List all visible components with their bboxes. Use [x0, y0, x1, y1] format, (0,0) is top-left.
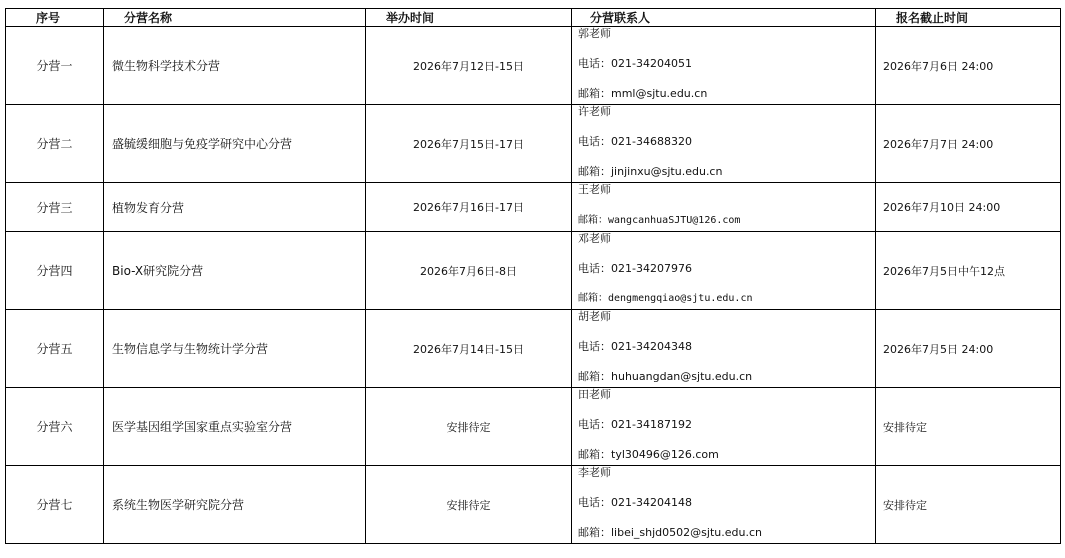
- contact-phone: 电话：021-34204051: [578, 57, 692, 70]
- table-row: [6, 183, 1061, 232]
- camp-deadline: 2026年7月7日 24:00: [876, 105, 1061, 183]
- table-row: [6, 466, 1061, 544]
- contact-phone: 电话：021-34187192: [578, 418, 692, 431]
- camp-time: 2026年7月12日-15日: [366, 27, 572, 105]
- camp-time: 2026年7月14日-15日: [366, 310, 572, 388]
- camp-time: 安排待定: [366, 388, 572, 466]
- table-header-row: [6, 9, 1061, 27]
- camp-no: 分营七: [6, 466, 104, 544]
- contact-email[interactable]: 邮箱：mml@sjtu.edu.cn: [578, 87, 708, 100]
- camp-time: 安排待定: [366, 466, 572, 544]
- table-row: [6, 232, 1061, 310]
- header-contact: 分营联系人: [572, 9, 876, 27]
- contact-phone: 电话：021-34688320: [578, 135, 692, 148]
- contact-name: 许老师: [578, 105, 611, 118]
- contact-name: 王老师: [578, 183, 611, 196]
- table-row: [6, 105, 1061, 183]
- camp-name: 植物发育分营: [104, 183, 366, 232]
- contact-email[interactable]: 邮箱：libei_shjd0502@sjtu.edu.cn: [578, 526, 762, 539]
- camp-no: 分营一: [6, 27, 104, 105]
- camp-contact: [572, 310, 876, 388]
- camp-no: 分营三: [6, 183, 104, 232]
- contact-name: 郭老师: [578, 27, 611, 40]
- camp-no: 分营六: [6, 388, 104, 466]
- contact-phone: 电话：021-34204348: [578, 340, 692, 353]
- contact-name: 田老师: [578, 388, 611, 401]
- contact-phone: 电话：021-34207976: [578, 262, 692, 275]
- contact-email[interactable]: 邮箱：jinjinxu@sjtu.edu.cn: [578, 165, 723, 178]
- camp-contact: [572, 105, 876, 183]
- contact-email[interactable]: 邮箱：wangcanhuaSJTU@126.com: [578, 215, 741, 226]
- camp-name: 盛毓缓细胞与免疫学研究中心分营: [104, 105, 366, 183]
- camp-deadline: 安排待定: [876, 388, 1061, 466]
- camp-name: 医学基因组学国家重点实验室分营: [104, 388, 366, 466]
- camp-contact: [572, 27, 876, 105]
- camp-no: 分营五: [6, 310, 104, 388]
- contact-name: 邓老师: [578, 232, 611, 245]
- camp-no: 分营二: [6, 105, 104, 183]
- camp-no: 分营四: [6, 232, 104, 310]
- camp-time: 2026年7月16日-17日: [366, 183, 572, 232]
- camp-time: 2026年7月6日-8日: [366, 232, 572, 310]
- camp-deadline: 2026年7月5日 24:00: [876, 310, 1061, 388]
- camp-contact: [572, 388, 876, 466]
- camp-name: Bio-X研究院分营: [104, 232, 366, 310]
- camp-deadline: 2026年7月10日 24:00: [876, 183, 1061, 232]
- camp-table: [5, 8, 1061, 544]
- camp-contact: [572, 466, 876, 544]
- table-row: [6, 27, 1061, 105]
- contact-name: 胡老师: [578, 310, 611, 323]
- camp-name: 系统生物医学研究院分营: [104, 466, 366, 544]
- contact-email[interactable]: 邮箱：huhuangdan@sjtu.edu.cn: [578, 370, 753, 383]
- contact-email[interactable]: 邮箱：dengmengqiao@sjtu.edu.cn: [578, 293, 753, 304]
- camp-deadline: 2026年7月5日中午12点: [876, 232, 1061, 310]
- header-name: 分营名称: [104, 9, 366, 27]
- header-no: 序号: [6, 9, 104, 27]
- camp-contact: [572, 232, 876, 310]
- camp-name: 微生物科学技术分营: [104, 27, 366, 105]
- camp-deadline: 2026年7月6日 24:00: [876, 27, 1061, 105]
- camp-contact: [572, 183, 876, 232]
- camp-name: 生物信息学与生物统计学分营: [104, 310, 366, 388]
- contact-phone: 电话：021-34204148: [578, 496, 692, 509]
- camp-deadline: 安排待定: [876, 466, 1061, 544]
- contact-email[interactable]: 邮箱：tyl30496@126.com: [578, 448, 719, 461]
- camp-time: 2026年7月15日-17日: [366, 105, 572, 183]
- header-time: 举办时间: [366, 9, 572, 27]
- table-row: [6, 388, 1061, 466]
- contact-name: 李老师: [578, 466, 611, 479]
- table-row: [6, 310, 1061, 388]
- header-deadline: 报名截止时间: [876, 9, 1061, 27]
